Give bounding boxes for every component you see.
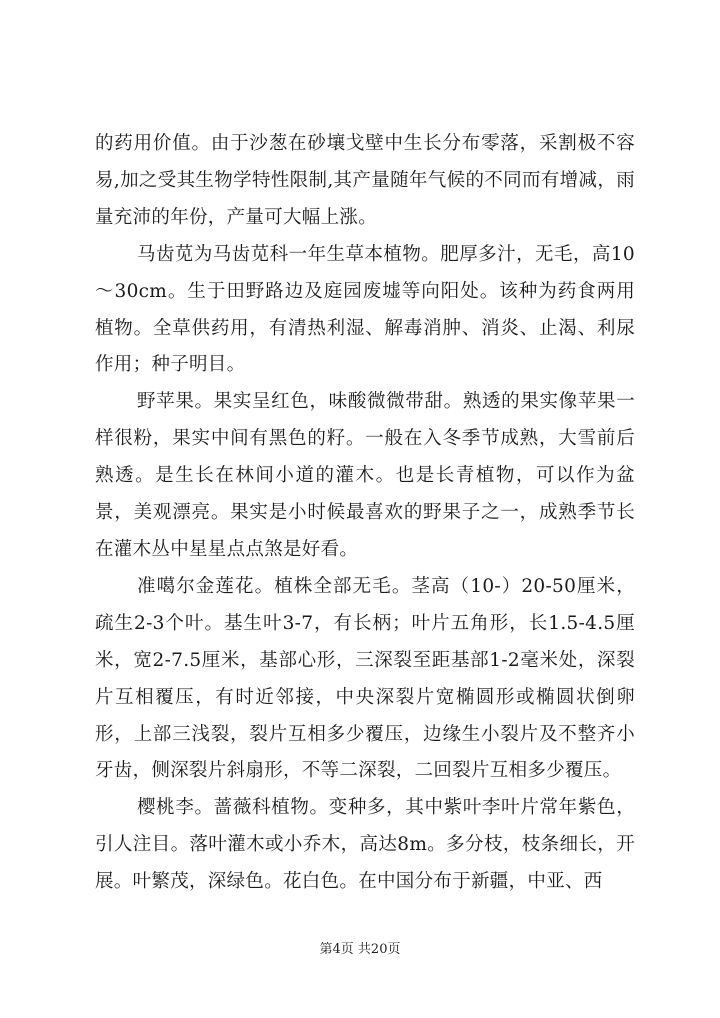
page-number-footer: 第4页 共20页	[319, 942, 401, 957]
paragraph-cherry-plum: 樱桃李。蔷薇科植物。变种多，其中紫叶李叶片常年紫色，引人注目。落叶灌木或小乔木，高达8m。多分枝，枝条细长，开展。叶繁茂，深绿色。花白色。在中国分布于新疆，中亚、西	[95, 797, 635, 893]
paragraph-trollius: 准噶尔金莲花。植株全部无毛。茎高（10-）20-50厘米，疏生2-3个叶。基生叶3-7，有长柄；叶片五角形，长1.5-4.5厘米，宽2-7.5厘米，基部心形，三深裂至距基部1-2毫米处，深裂片互相覆压，有时近邻接，中央深裂片宽椭圆形或椭圆状倒卵形，上部三浅裂，裂片互相多少覆压，边缘生小裂片及不整齐小牙齿，侧深裂片斜扇形，不等二深裂，二回裂片互相多少覆压。	[95, 575, 635, 782]
body-text	[95, 126, 635, 901]
paragraph-wild-apple: 野苹果。果实呈红色，味酸微微带甜。熟透的果实像苹果一样很粉，果实中间有黑色的籽。一般在入冬季节成熟，大雪前后熟透。是生长在林间小道的灌木。也是长青植物，可以作为盆景，美观漂亮。果实是小时候最喜欢的野果子之一，成熟季节长在灌木丛中星星点点煞是好看。	[95, 391, 635, 560]
paragraph-shacong-continued: 的药用价值。由于沙葱在砂壤戈壁中生长分布零落，采割极不容易,加之受其生物学特性限制,其产量随年气候的不同而有增减，雨量充沛的年份，产量可大幅上涨。	[95, 133, 635, 228]
paragraph-purslane: 马齿苋为马齿苋科一年生草本植物。肥厚多汁，无毛，高10～30cm。生于田野路边及庭园废墟等向阳处。该种为药食两用植物。全草供药用，有清热利湿、解毒消肿、消炎、止渴、利尿作用；种子明目。	[95, 243, 635, 376]
